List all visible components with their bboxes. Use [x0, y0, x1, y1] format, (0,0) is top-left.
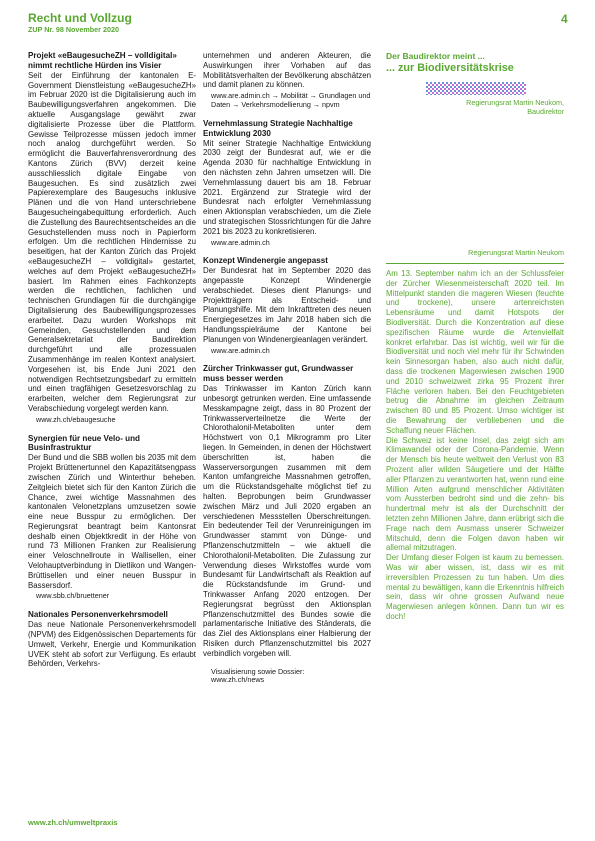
sidebar-paragraph: Am 13. September nahm ich an der Schlussfeier der Zürcher Wiesenmeisterschaft 2020 teil. Im Mittelpunkt standen die mageren Wiesen (feuchte und trockene), unsere artenreichsten Lebensräume und damit Hotspots der Biodiversität. Durch die Konzentration auf diese spezifischen Räume wurde die Artenvielfalt konkret erfahrbar. Das ist wichtig, weil wir für die Biodiversität und noch viel mehr für ihr Schwinden kein Sinnesorgan haben, also auch nicht dafür, dass die trockenen Magerwiesen zwischen 1900 und 2010 schweizweit zirka 95 Prozent ihrer Fläche verloren haben. Bei den Feuchtgebieten betrug die Abnahme im gleichen Zeitraum zwischen 80 und 85 Prozent. Umso wichtiger ist die Bewahrung der verbliebenen und die Schaffung neuer Flächen.	[386, 269, 564, 435]
article-body: unternehmen und anderen Akteuren, die Auswirkungen ihrer Vorhaben auf das Mobilitätsverhalten der Bevölkerung abschätzen und damit planen zu können.	[203, 51, 371, 90]
article	[28, 610, 196, 669]
article	[28, 434, 196, 602]
article-body: Der Bundesrat hat im September 2020 das angepasste Konzept Windenergie verabschiedet. Dieses dient Planungs- und Projektträgern als Entscheid- und Planungshilfe. Mit dem Inkrafttreten des neuen Energiegesetzes im Jahr 2018 haben sich die Handlungsspielräume der Kantone bei Planungen von Windenergieanlagen verändert.	[203, 266, 371, 344]
sidebar-subheading: ... zur Biodiversitätskrise	[386, 62, 514, 74]
article-body: Mit seiner Strategie Nachhaltige Entwicklung 2030 zeigt der Bundesrat auf, wie er die Agenda 2030 für nachhaltige Entwicklung in den nächsten zehn Jahren umsetzen will. Die Vernehmlassung dauert bis am 18. Februar 2021. Ergänzend zur Strategie wird der Bundesrat nach erfolgter Vernehmlassung einen Aktionsplan verabschieden, um die Ziele und strategischen Stossrichtungen für die Jahre 2021 bis 2023 zu konkretisieren.	[203, 138, 371, 236]
sidebar-photo-caption: Regierungsrat Martin Neukom	[468, 248, 564, 257]
column-middle	[203, 51, 371, 685]
sidebar-author-role: Baudirektor	[527, 106, 564, 116]
article	[203, 119, 371, 248]
article	[203, 364, 371, 658]
article-title: Projekt «eBaugesucheZH – volldigital» nimmt rechtliche Hürden ins Visier	[28, 51, 177, 70]
sidebar-text	[386, 263, 564, 622]
article-title: Synergien für neue Velo- und Businfrastruktur	[28, 433, 140, 453]
sidebar-paragraph: Die Schweiz ist keine Insel, das zeigt sich am Klimawandel oder der Corona-Pandemie. Wenn der Mensch bis heute weltweit den Verlust von 83 Prozent aller wilden Säugetiere und der Hälfte aller Pflanzen zu verantworten hat, wenn rund eine Million Arten aufgrund menschlicher Aktivitäten vom Aussterben bedroht sind und die zehn- bis hundertmal mehr ist als der Durchschnitt der letzten zehn Millionen Jahre, dann erübrigt sich die Frage nach dem Ausmass unserer Schweizer Mitschuld, denn die Folgen davon haben wir allemal mitzutragen.	[386, 435, 564, 553]
sidebar-author	[386, 99, 564, 117]
footer-link[interactable]: www.zh.ch/umweltpraxis	[28, 818, 118, 827]
article-title: Zürcher Trinkwasser gut, Grundwasser muss besser werden	[203, 364, 354, 384]
article	[28, 51, 196, 425]
sidebar-author-name: Regierungsrat Martin Neukom,	[466, 98, 564, 107]
signature-image	[426, 82, 526, 95]
article-body: Der Bund und die SBB wollen bis 2035 mit dem Projekt Brüttenertunnel den Kapazitätsengpass zwischen Zürich und Winterthur beheben. Zeitgleich bietet sich für den Kanton Zürich die Chance, zwei wichtige Massnahmen des kantonalen Velonetzplans umzusetzen sowie eine neue Busspur zu ermöglichen. Der Regierungsrat beantragt beim Kantonsrat deshalb einen Objektkredit in der Höhe von rund 73 Millionen Franken zur Realisierung einer Veloschnellroute in Wallisellen, einer Velohauptverbindung in Dietlikon und Wangen-Brüttisellen und einer neuen Busspur in Bassersdorf.	[28, 453, 196, 590]
article	[203, 256, 371, 355]
article-body: Das Trinkwasser im Kanton Zürich kann unbesorgt getrunken werden. Eine umfassende Messkampagne zeigt, dass in 80 Prozent der Trinkwasserverteilnetze die Werte der Chlorothalonil-Metaboliten unter dem Höchstwert von 0,1 Mikrogramm pro Liter liegen. In Gemeinden, in denen der Höchstwert überschritten ist, haben die Wasserversorgungen zusammen mit dem Kanton umfangreiche Massnahmen getroffen, um die Rückstandsgehalte möglichst tief zu halten. Beprobungen beim Grundwasser zwischen März und Juli 2020 ergaben an verschiedenen Messstellen Überschreitungen. Ein bedeutender Teil der Verunreinigungen im Grundwasser stammt von Dünge- und Pflanzenschutzmitteln – wie aktuell die Chlorothalonil-Metaboliten. Die Zulassung zur Verwendung dieses Wirkstoffes wurde vom Bundesamt für Landwirtschaft als Reaktion auf die Rückstandsfunde im Grund- und Trinkwasser Anfang 2020 entzogen. Der Regierungsrat begrüsst den Aktionsplan Pflanzenschutzmittel des Bundes sowie die parlamentarische Initiative des Ständerats, die das Ziel des Aktionsplans einer Halbierung der Risiken durch Pflanzenschutzmittel bis 2027 verbindlich vorgeben will.	[203, 384, 371, 658]
article-link[interactable]: www.are.admin.ch	[211, 237, 270, 247]
page-number: 4	[561, 12, 568, 26]
article-note	[203, 668, 371, 686]
column-left	[28, 51, 196, 678]
sidebar-heading: Der Baudirektor meint ...	[386, 51, 485, 61]
issue-label: ZUP Nr. 98 November 2020	[28, 25, 119, 34]
article-body: Seit der Einführung der kantonalen E-Government Dienstleistung «eBaugesucheZH» im Februar 2020 ist die Digitalisierung auch im Baubewilligungsverfahren angekommen. Die aktuelle Ausgangslage gewährt zwar digitalisierte Prozesse über die Plattform. Gewisse Teilprozesse müssen jedoch immer noch analog durchgeführt werden. So ermöglicht die Bauverfahrensverordnung des Kantons Zürich (BVV) derzeit keine ausschliesslich digitale Eingabe von Baugesuchen. Es sind zusätzlich zwei Papierexemplare des Baugesuchs inklusive Plänen und die von Hand unterschriebene Baugesucheingabequittung erforderlich. Auch die Zustellung des Baurechtsentscheides an die Gesuchstellenden muss noch in Papierform erfolgen. Um die rechtlichen Hindernisse zu beseitigen, hat der Kanton Zürich das Projekt «eBaugesucheZH – volldigital» gestartet, welches auf dem Projekt «eBaugesucheZH» basiert. Im Rahmen eines Fachkonzepts werden die rechtlichen, fachlichen und technischen Grundlagen für die durchgängige Digitalisierung des Baubewilligungsprozesses erarbeitet. Dazu wurden Workshops mit Gemeinden, Gesuchstellenden und dem Generalsekretariat der Baudirektion durchgeführt und alle prozessualen Zusammenhänge im realen Kontext analysiert. Vorgesehen ist, bis Ende Juni 2021 den notwendigen Rechtsetzungsbedarf zu ermitteln und einen tragfähigen Gesetzesvorschlag zu erarbeiten, welcher dem Regierungsrat zur Verabschiedung vorgelegt werden kann.	[28, 70, 196, 413]
article-title: Konzept Windenergie angepasst	[203, 256, 328, 266]
article-link[interactable]: www.are.admin.ch	[211, 345, 270, 355]
article-link[interactable]: www.are.admin.ch → Mobilität → Grundlagen und Daten → Verkehrsmodellierung → npvm	[211, 91, 371, 109]
article-note-line2[interactable]: www.zh.ch/news	[211, 675, 265, 685]
article-title: Nationales Personenverkehrsmodell	[28, 610, 168, 620]
article-link[interactable]: www.sbb.ch/bruettener	[36, 591, 110, 601]
article	[203, 51, 371, 110]
article-body: Das neue Nationale Personenverkehrsmodell (NPVM) des Eidgenössischen Departements für Umwelt, Verkehr, Energie und Kommunikation UVEK steht ab sofort zur Verfügung. Es erlaubt Behörden, Verkehrs-	[28, 620, 196, 669]
article-title: Vernehmlassung Strategie Nachhaltige Entwicklung 2030	[203, 118, 353, 138]
article-note-line1: Visualisierung sowie Dossier:	[211, 666, 305, 676]
sidebar-paragraph: Der Umfang dieser Folgen ist kaum zu bemessen. Was wir aber wissen, ist, dass wir es mit irreversiblen Prozessen zu tun haben. Um dies mental zu bewältigen, kann die Erkenntnis hilfreich sein, dass wir ohne grossen Aufwand neue Magerwiesen anlegen können. Dann tun wir es doch!	[386, 553, 564, 621]
article-link[interactable]: www.zh.ch/ebaugesuche	[36, 414, 116, 424]
section-title: Recht und Vollzug	[28, 11, 132, 25]
